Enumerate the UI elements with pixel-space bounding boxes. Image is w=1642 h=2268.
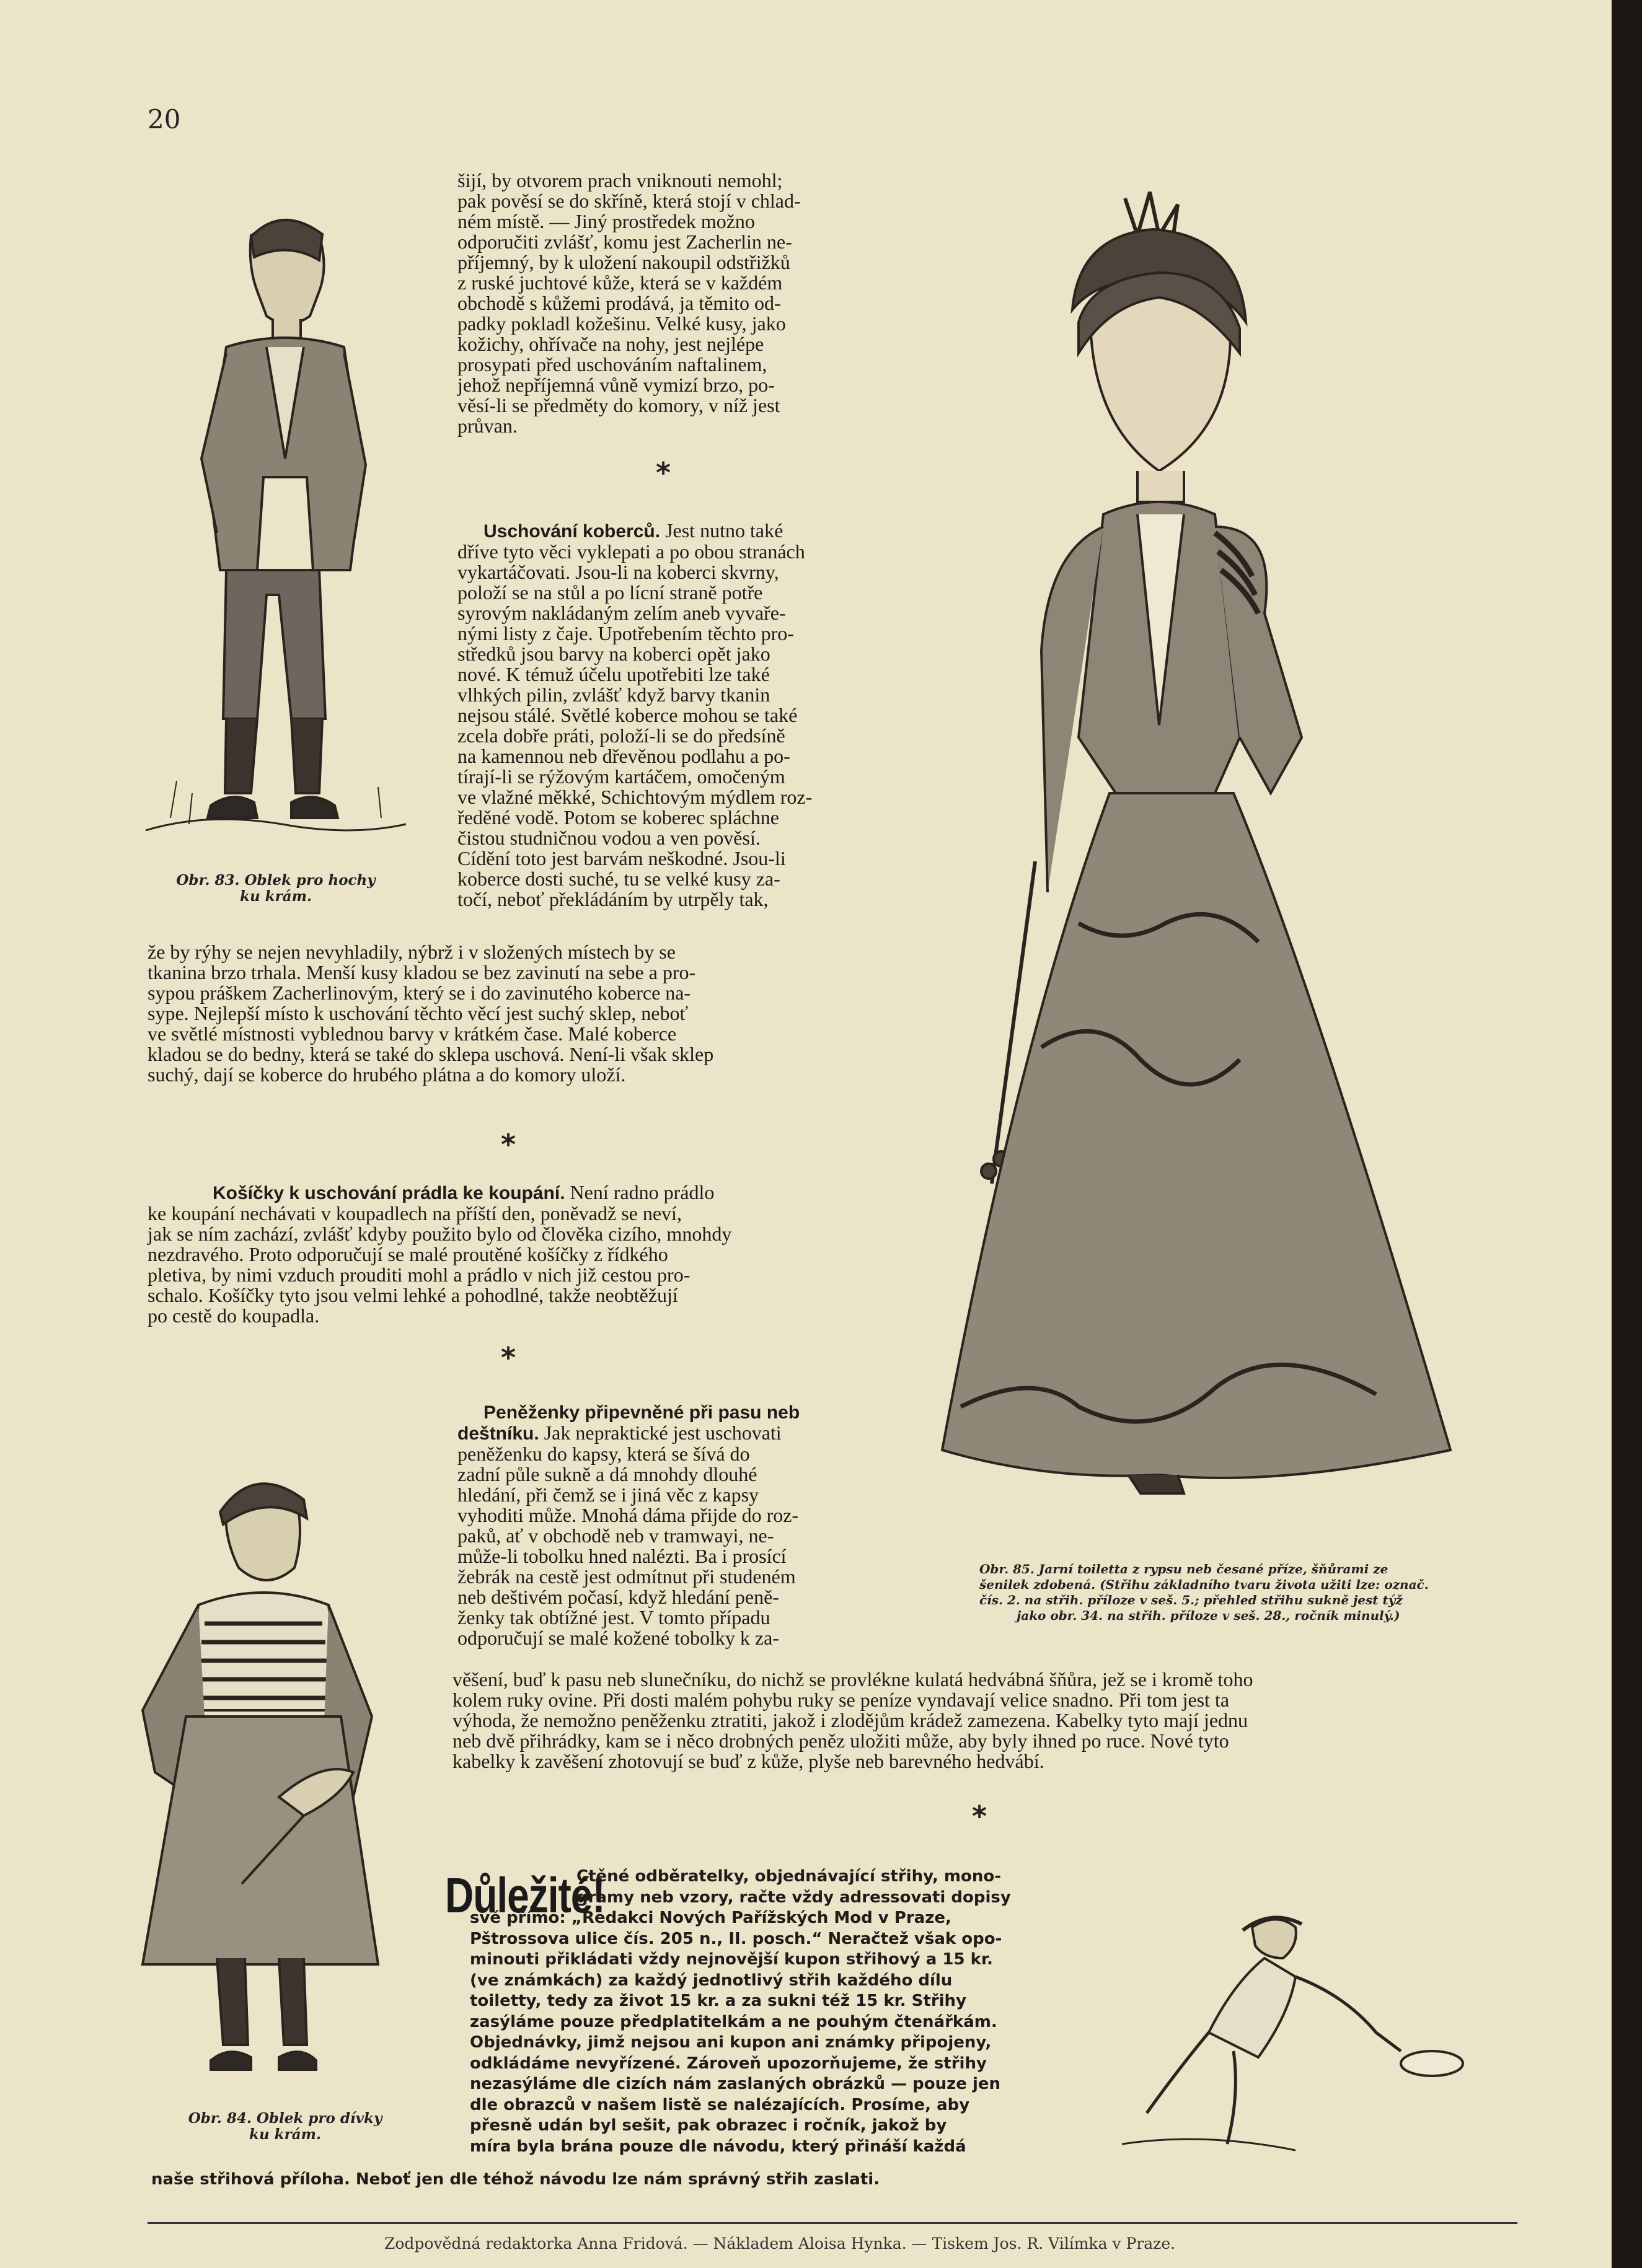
section-heading-carpets: Uschování koberců. bbox=[483, 521, 661, 542]
imprint-footer: Zodpovědná redaktorka Anna Fridová. — Nákladem Aloisa Hynka. — Tiskem Jos. R. Vilímka v Praze. bbox=[384, 2235, 1176, 2253]
section-divider-star: * bbox=[972, 1800, 987, 1833]
notice-title: Důležité! bbox=[445, 1867, 605, 1923]
fig85-woman-illustration bbox=[893, 180, 1512, 1531]
page-edge-shadow bbox=[1612, 0, 1642, 2268]
section-carpets: Uschování koberců. Jest nutno také dříve tyto věci vyklepati a po obou stranách vykartáčovati. Jsou-li na koberci skvrny, položí se na stůl a po lícní straně potře syrovým nakládaným zelím aneb vyvaře- nými listy z čaje. Upotřebením těchto pro- středků jsou barvy na koberci opět jako nové. K témuž účelu upotřebiti lze také vlhkých pilin, zvlášť když barvy tkanin nejsou stálé. Světlé koberce mohou se také zcela dobře práti, položí-li se do předsíně na kamennou neb dřevěnou podlahu a po- tírají-li se rýžovým kartáčem, omočeným ve vlažné měkké, Schichtovým mýdlem roz- ředěné vodě. Potom se koberec spláchne čistou studničnou vodou a ven pověsí. Cídění toto jest barvám neškodné. Jsou-li koberce dosti suché, tu se velké kusy za- točí, neboť překládáním by utrpěly tak, bbox=[457, 519, 813, 910]
notice-text: Ctěné odběratelky, objednávající střihy, mono- gramy neb vzory, račte vždy adressovati dopisy bbox=[576, 1867, 1011, 1907]
section-purses: Peněženky připevněné při pasu neb deštníku. Jak nepraktické jest uschovati peněženku do kapsy, která se šívá do zadní půle sukně a dá mnohdy dlouhé hledání, při čemž se i jiná věc z kapsy vyhoditi může. Mnohá dáma přijde do roz- paků, ať v obchodě neb v tramwayi, ne- může-li tobolku hned nalézti. Ba i prosící žebrák na cestě jest odmítnut při studeném neb deštivém počasí, když hledání peně- ženky tak obtížné jest. V tomto případu odporučují se malé kožené tobolky k za- bbox=[457, 1402, 800, 1649]
footer-rule bbox=[148, 2222, 1517, 2224]
section-purses-continued: věšení, buď k pasu neb slunečníku, do nichž se provlékne kulatá hedvábná šňůra, jež se i kromě toho kolem ruky ovine. Při dosti malém pohybu ruky se peníze vyndavají velice snadno. Při tom jest ta výhoda, že nemožno peněženku ztratiti, jakož i zlodějům krádež zamezena. Kabelky tyto mají jednu neb dvě přihrádky, kam se i něco drobných peněz uložiti může, aby byly ihned po ruce. Nové tyto kabelky k zavěšení zhotovují se buď z kůže, plyše neb barevného hedvábí. bbox=[452, 1668, 1253, 1772]
section-divider-star: * bbox=[501, 1128, 516, 1161]
fig84-girl-illustration bbox=[118, 1450, 409, 2107]
section-heading-purses: Peněženky připevněné při pasu neb bbox=[483, 1402, 800, 1423]
fig83-boy-illustration bbox=[133, 198, 418, 855]
notice-last-line: naše střihová příloha. Neboť jen dle téhož návodu lze nám správný střih zaslati. bbox=[151, 2170, 880, 2189]
section-baskets: Košíčky k uschování prádla ke koupání. Není radno prádlo ke koupání nechávati v koupadlech na příští den, poněvadž se neví, jak se ním zachází, zvlášť kdyby použito bylo od člověka cizího, mnohdy nezdravého. Proto odporučují se malé proutěné košíčky z řídkého pletiva, by nimi vzduch prouditi mohl a prádlo v nich již cestou pro- schalo. Košíčky tyto jsou velmi lehké a pohodlné, takže neobtěžují po cestě do koupadla. bbox=[148, 1181, 732, 1327]
tennis-player-illustration bbox=[1110, 1909, 1494, 2169]
section-divider-star: * bbox=[656, 456, 671, 490]
fig84-caption: Obr. 84. Oblek pro dívky ku krám. bbox=[188, 2110, 382, 2143]
section-heading-baskets: Košíčky k uschování prádla ke koupání. bbox=[213, 1183, 565, 1203]
fig85-caption: Obr. 85. Jarní toiletta z rypsu neb česané příze, šňůrami ze šenilek zdobená. (Střihu základního tvaru života užiti lze: označ. čís. 2. na střih. příloze v seš. 5.; přehled střihu sukně jest týž jako obr. 34. na střih. příloze v seš. 28., ročník minulý.) bbox=[979, 1562, 1429, 1623]
column-text-intro: šijí, by otvorem prach vniknouti nemohl; pak pověsí se do skříně, která stojí v chlad- ném místě. — Jiný prostředek možno odporučiti zvlášť, komu jest Zacherlin ne- příjemný, by k uložení nakoupil odstřižků z ruské juchtové kůže, která se v každém obchodě s kůžemi prodává, ja těmito od- padky pokladl kožešinu. Velké kusy, jako kožichy, ohřívače na nohy, jest nejlépe prosypati před uschováním naftalinem, jehož nepříjemná vůně vymizí brzo, po- věsí-li se předměty do komory, v níž jest průvan. bbox=[457, 169, 801, 437]
section-divider-star: * bbox=[501, 1341, 516, 1374]
fig83-caption: Obr. 83. Oblek pro hochy ku krám. bbox=[176, 872, 376, 905]
notice-text-body: své přímo: „Redakci Nových Pařížských Mod v Praze, Pštrossova ulice čís. 205 n., II. posch.“ Neračtež však opo- minouti přikládati vždy nejnovější kupon střihový a 15 kr. (ve známkách) za každý jednotlivý střih každého dílu toiletty, tedy za život 15 kr. a za sukni též 15 kr. Střihy zasýláme pouze předplatitelkám a ne pouhým čtenářkám. Objednávky, jimž nejsou ani kupon ani známky připojeny, odkládáme nevyřízené. Zároveň upozorňujeme, že střihy nezasýláme dle cizích nám zaslaných obrázků — pouze jen dle obrazců v našem listě se nalézajících. Prosíme, aby přesně udán byl sešit, pak obrazec i ročník, jakož by míra byla brána pouze dle návodu, který přináší každá bbox=[470, 1909, 1002, 2156]
section-carpets-continued: že by rýhy se nejen nevyhladily, nýbrž i v složených místech by se tkanina brzo trhala. Menší kusy kladou se bez zavinutí na sebe a pro- sypou práškem Zacherlinovým, který se i do zavinutého koberce na- sype. Nejlepší místo k uschování těchto věcí jest suchý sklep, neboť ve světlé místnosti vyblednou barvy v krátkém čase. Malé koberce kladou se do bedny, která se také do sklepa uschová. Není-li však sklep suchý, dají se koberce do hrubého plátna a do komory uloží. bbox=[148, 941, 714, 1086]
page-number: 20 bbox=[148, 104, 181, 134]
